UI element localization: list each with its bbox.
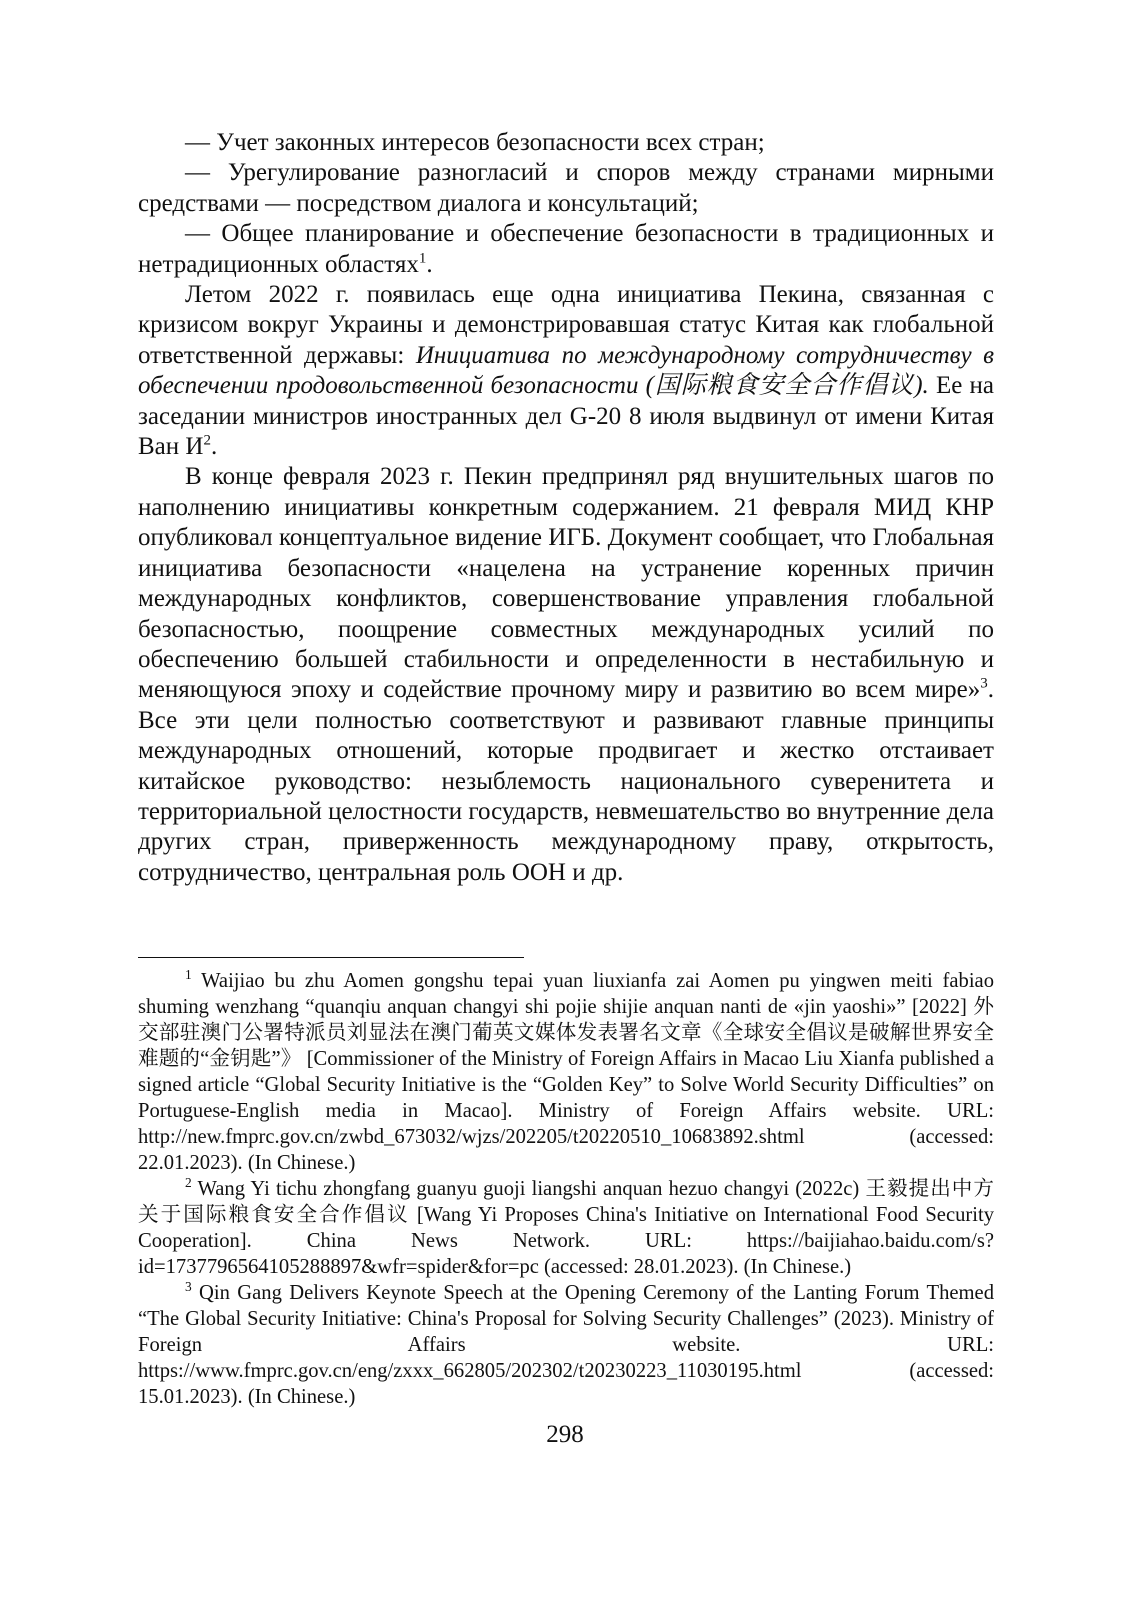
footnote-ref-3[interactable]: 3 bbox=[980, 675, 988, 692]
footnotes bbox=[138, 968, 994, 1410]
footnote-3-text: Qin Gang Delivers Keynote Speech at the Opening Ceremony of the Lanting Forum Themed “The Global Security Initiative: China's Proposal for Solving Security Challenges” (2023). Ministry of Foreign Affairs website. URL: https://www.fmprc.gov.cn/eng/zxxx_662805/202302/t20230223_11030195.html (accessed: 15.01.2023). (In Chinese.) bbox=[138, 1282, 994, 1408]
footnote-1 bbox=[138, 968, 994, 1176]
paragraph-3-text: — Общее планирование и обеспечение безопасности в традиционных и нетрадиционных областях bbox=[138, 220, 994, 278]
footnote-1-number: 1 bbox=[185, 967, 192, 983]
footnote-ref-1[interactable]: 1 bbox=[418, 250, 427, 267]
initiative-title: Инициатива по международному сотрудничеству в обеспечении продовольственной безопасности (国际粮食安全合作倡议). bbox=[138, 341, 994, 400]
footnote-2 bbox=[138, 1176, 994, 1280]
paragraph-4-text-start: Летом 2022 г. появилась еще одна инициатива Пекина, связанная с кризисом вокруг Украины и демонстрировавшая статус Китая как глобальной ответственной державы: bbox=[138, 281, 994, 369]
footnote-1-text: Waijiao bu zhu Aomen gongshu tepai yuan liuxianfa zai Aomen pu yingwen meiti fabiao shuming wenzhang “quanqiu anquan changyi shi pojie shijie anquan nanti de «jin yaoshi»” [2022] 外交部驻澳门公署特派员刘显法在澳门葡英文媒体发表署名文章《全球安全倡议是破解世界安全难题的“金钥匙”》 [Commissioner of the Ministry of Foreign Affairs in Macao Liu Xianfa published a signed article “Global Security Initiative is the “Golden Key” to Solve World Security Difficulties” on Portuguese-English media in Macao]. Ministry of Foreign Affairs website. URL: http://new.fmprc.gov.cn/zwbd_673032/wjzs/202205/t20220510_10683892.shtml (accessed: 22.01.2023). (In Chinese.) bbox=[138, 970, 994, 1174]
paragraph-1: — Учет законных интересов безопасности всех стран; bbox=[185, 129, 765, 156]
footnote-2-text: Wang Yi tichu zhongfang guanyu guoji liangshi anquan hezuo changyi (2022c) 王毅提出中方关于国际粮食安全合作倡议 [Wang Yi Proposes China's Initiative on International Food Security Cooperation]. China News Network. URL: https://baijiahao.baidu.com/s?id=1737796564105288897&wfr=spider&for=pc (accessed: 28.01.2023). (In Chinese.) bbox=[138, 1178, 994, 1278]
paragraph-4-text-end: Ее на заседании министров иностранных дел G-20 8 июля выдвинул от имени Китая Ван И bbox=[138, 372, 995, 461]
paragraph-3 bbox=[138, 219, 994, 280]
paragraph-5 bbox=[138, 462, 994, 888]
paragraph-5-text-end: . Все эти цели полностью соответствуют и развивают главные принципы международных отношений, которые продвигает и жестко отстаивает китайское руководство: незыблемость национального суверенитета и территориальной целостности государств, невмешательство во внутренние дела других стран, приверженность международному праву, открытость, сотрудничество, центральная роль ООН и др. bbox=[138, 676, 994, 886]
footnote-ref-2[interactable]: 2 bbox=[203, 432, 211, 449]
footnote-3 bbox=[138, 1280, 994, 1410]
footnote-3-number: 3 bbox=[185, 1279, 192, 1295]
page-number: 298 bbox=[546, 1421, 584, 1448]
footnote-separator bbox=[138, 957, 524, 958]
paragraph-4-end: . bbox=[210, 433, 218, 461]
main-text bbox=[138, 128, 994, 888]
paragraph-3-end: . bbox=[426, 250, 433, 278]
footnote-2-number: 2 bbox=[185, 1175, 192, 1191]
paragraph-2: — Урегулирование разногласий и споров между странами мирными средствами — посредством диалога и консультаций; bbox=[138, 159, 994, 217]
paragraph-4 bbox=[138, 280, 994, 462]
paragraph-5-text-start: В конце февраля 2023 г. Пекин предпринял ряд внушительных шагов по наполнению инициативы конкретным содержанием. 21 февраля МИД КНР опубликовал концептуальное видение ИГБ. Документ сообщает, что Глобальная инициатива безопасности «нацелена на устранение коренных причин международных конфликтов, совершенствование управления глобальной безопасностью, поощрение совместных международных усилий по обеспечению большей стабильности и определенности в нестабильную и меняющуюся эпоху и содействие прочному миру и развитию во всем мире» bbox=[138, 463, 994, 704]
